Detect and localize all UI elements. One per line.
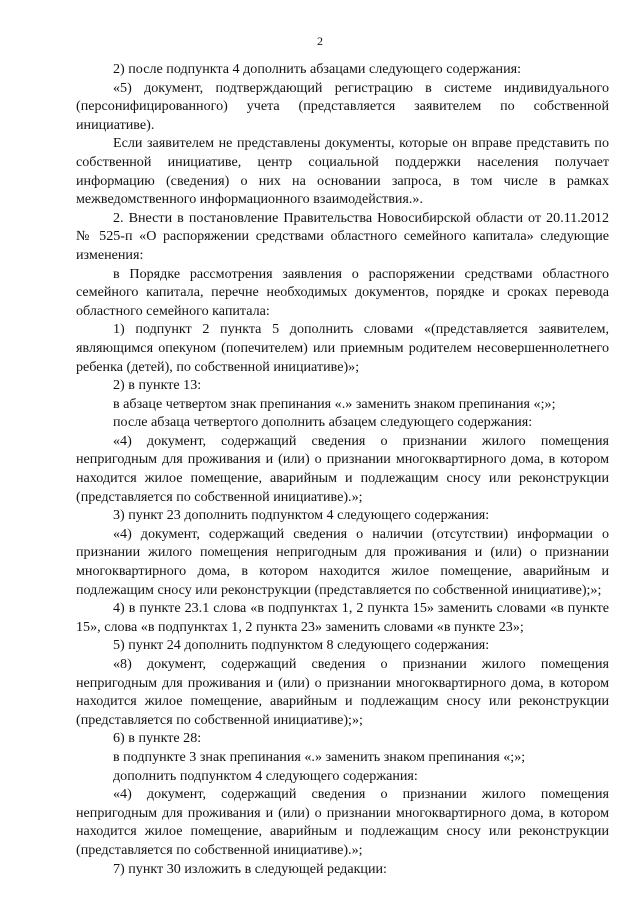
paragraph: Если заявителем не представлены документы, которые он вправе представить по собственной инициативе, центр социальной поддержки населения получает информацию (сведения) о них на основании запроса, в том числе в рамках межведомственного информационного взаимодействия.». [76, 135, 609, 208]
paragraph: «4) документ, содержащий сведения о признании жилого помещения непригодным для проживания и (или) о признании многоквартирного дома, в котором находится жилое помещение, аварийным и подлежащим сносу или реконструкции (представляется по собственной инициативе).»; [76, 786, 609, 858]
paragraph: 2) в пункте 13: [113, 377, 202, 394]
paragraph: 7) пункт 30 изложить в следующей редакции: [113, 860, 387, 877]
page-number: 2 [317, 34, 323, 48]
paragraph: 3) пункт 23 дополнить подпунктом 4 следующего содержания: [113, 507, 490, 524]
paragraph: 1) подпункт 2 пункта 5 дополнить словами «(представляется заявителем, являющимся опекуном (попечителем) или приемным родителем несовершеннолетнего ребенка (детей), по собственной инициативе)»; [76, 321, 609, 375]
paragraph: 6) в пункте 28: [113, 730, 202, 747]
document-body [76, 60, 609, 878]
paragraph: «5) документ, подтверждающий регистрацию в системе индивидуального (персонифицированного) учета (представляется заявителем по собственной инициативе). [76, 79, 609, 133]
paragraph: «4) документ, содержащий сведения о признании жилого помещения непригодным для проживания и (или) о признании многоквартирного дома, в котором находится жилое помещение, аварийным и подлежащим сносу или реконструкции (представляется по собственной инициативе).»; [76, 432, 609, 505]
paragraph: после абзаца четвертого дополнить абзацем следующего содержания: [113, 414, 533, 431]
paragraph: «4) документ, содержащий сведения о наличии (отсутствии) информации о признании жилого помещения непригодным для проживания и (или) о признании многоквартирного дома, в котором находится жилое помещение, аварийным и подлежащим сносу или реконструкции (представляется по собственной инициативе);»; [76, 525, 609, 598]
paragraph: 4) в пункте 23.1 слова «в подпунктах 1, 2 пункта 15» заменить словами «в пункте 15», слова «в подпунктах 1, 2 пункта 23» заменить словами «в пункте 23»; [76, 600, 609, 635]
paragraph: в подпункте 3 знак препинания «.» заменить знаком препинания «;»; [113, 748, 526, 765]
paragraph: «8) документ, содержащий сведения о признании жилого помещения непригодным для проживания и (или) о признании многоквартирного дома, в котором находится жилое помещение, аварийным и подлежащим сносу или реконструкции (представляется по собственной инициативе);»; [76, 656, 609, 728]
paragraph: 5) пункт 24 дополнить подпунктом 8 следующего содержания: [113, 637, 490, 654]
paragraph: 2) после подпункта 4 дополнить абзацами следующего содержания: [113, 61, 522, 77]
paragraph: в абзаце четвертом знак препинания «.» заменить знаком препинания «;»; [113, 395, 556, 412]
paragraph: в Порядке рассмотрения заявления о распоряжении средствами областного семейного капитала, перечне необходимых документов, порядке и сроках перевода областного семейного капитала: [76, 265, 609, 319]
paragraph: 2. Внести в постановление Правительства Новосибирской области от 20.11.2012 № 525-п «О распоряжении средствами областного семейного капитала» следующие изменения: [76, 209, 609, 263]
paragraph: дополнить подпунктом 4 следующего содержания: [113, 767, 418, 784]
